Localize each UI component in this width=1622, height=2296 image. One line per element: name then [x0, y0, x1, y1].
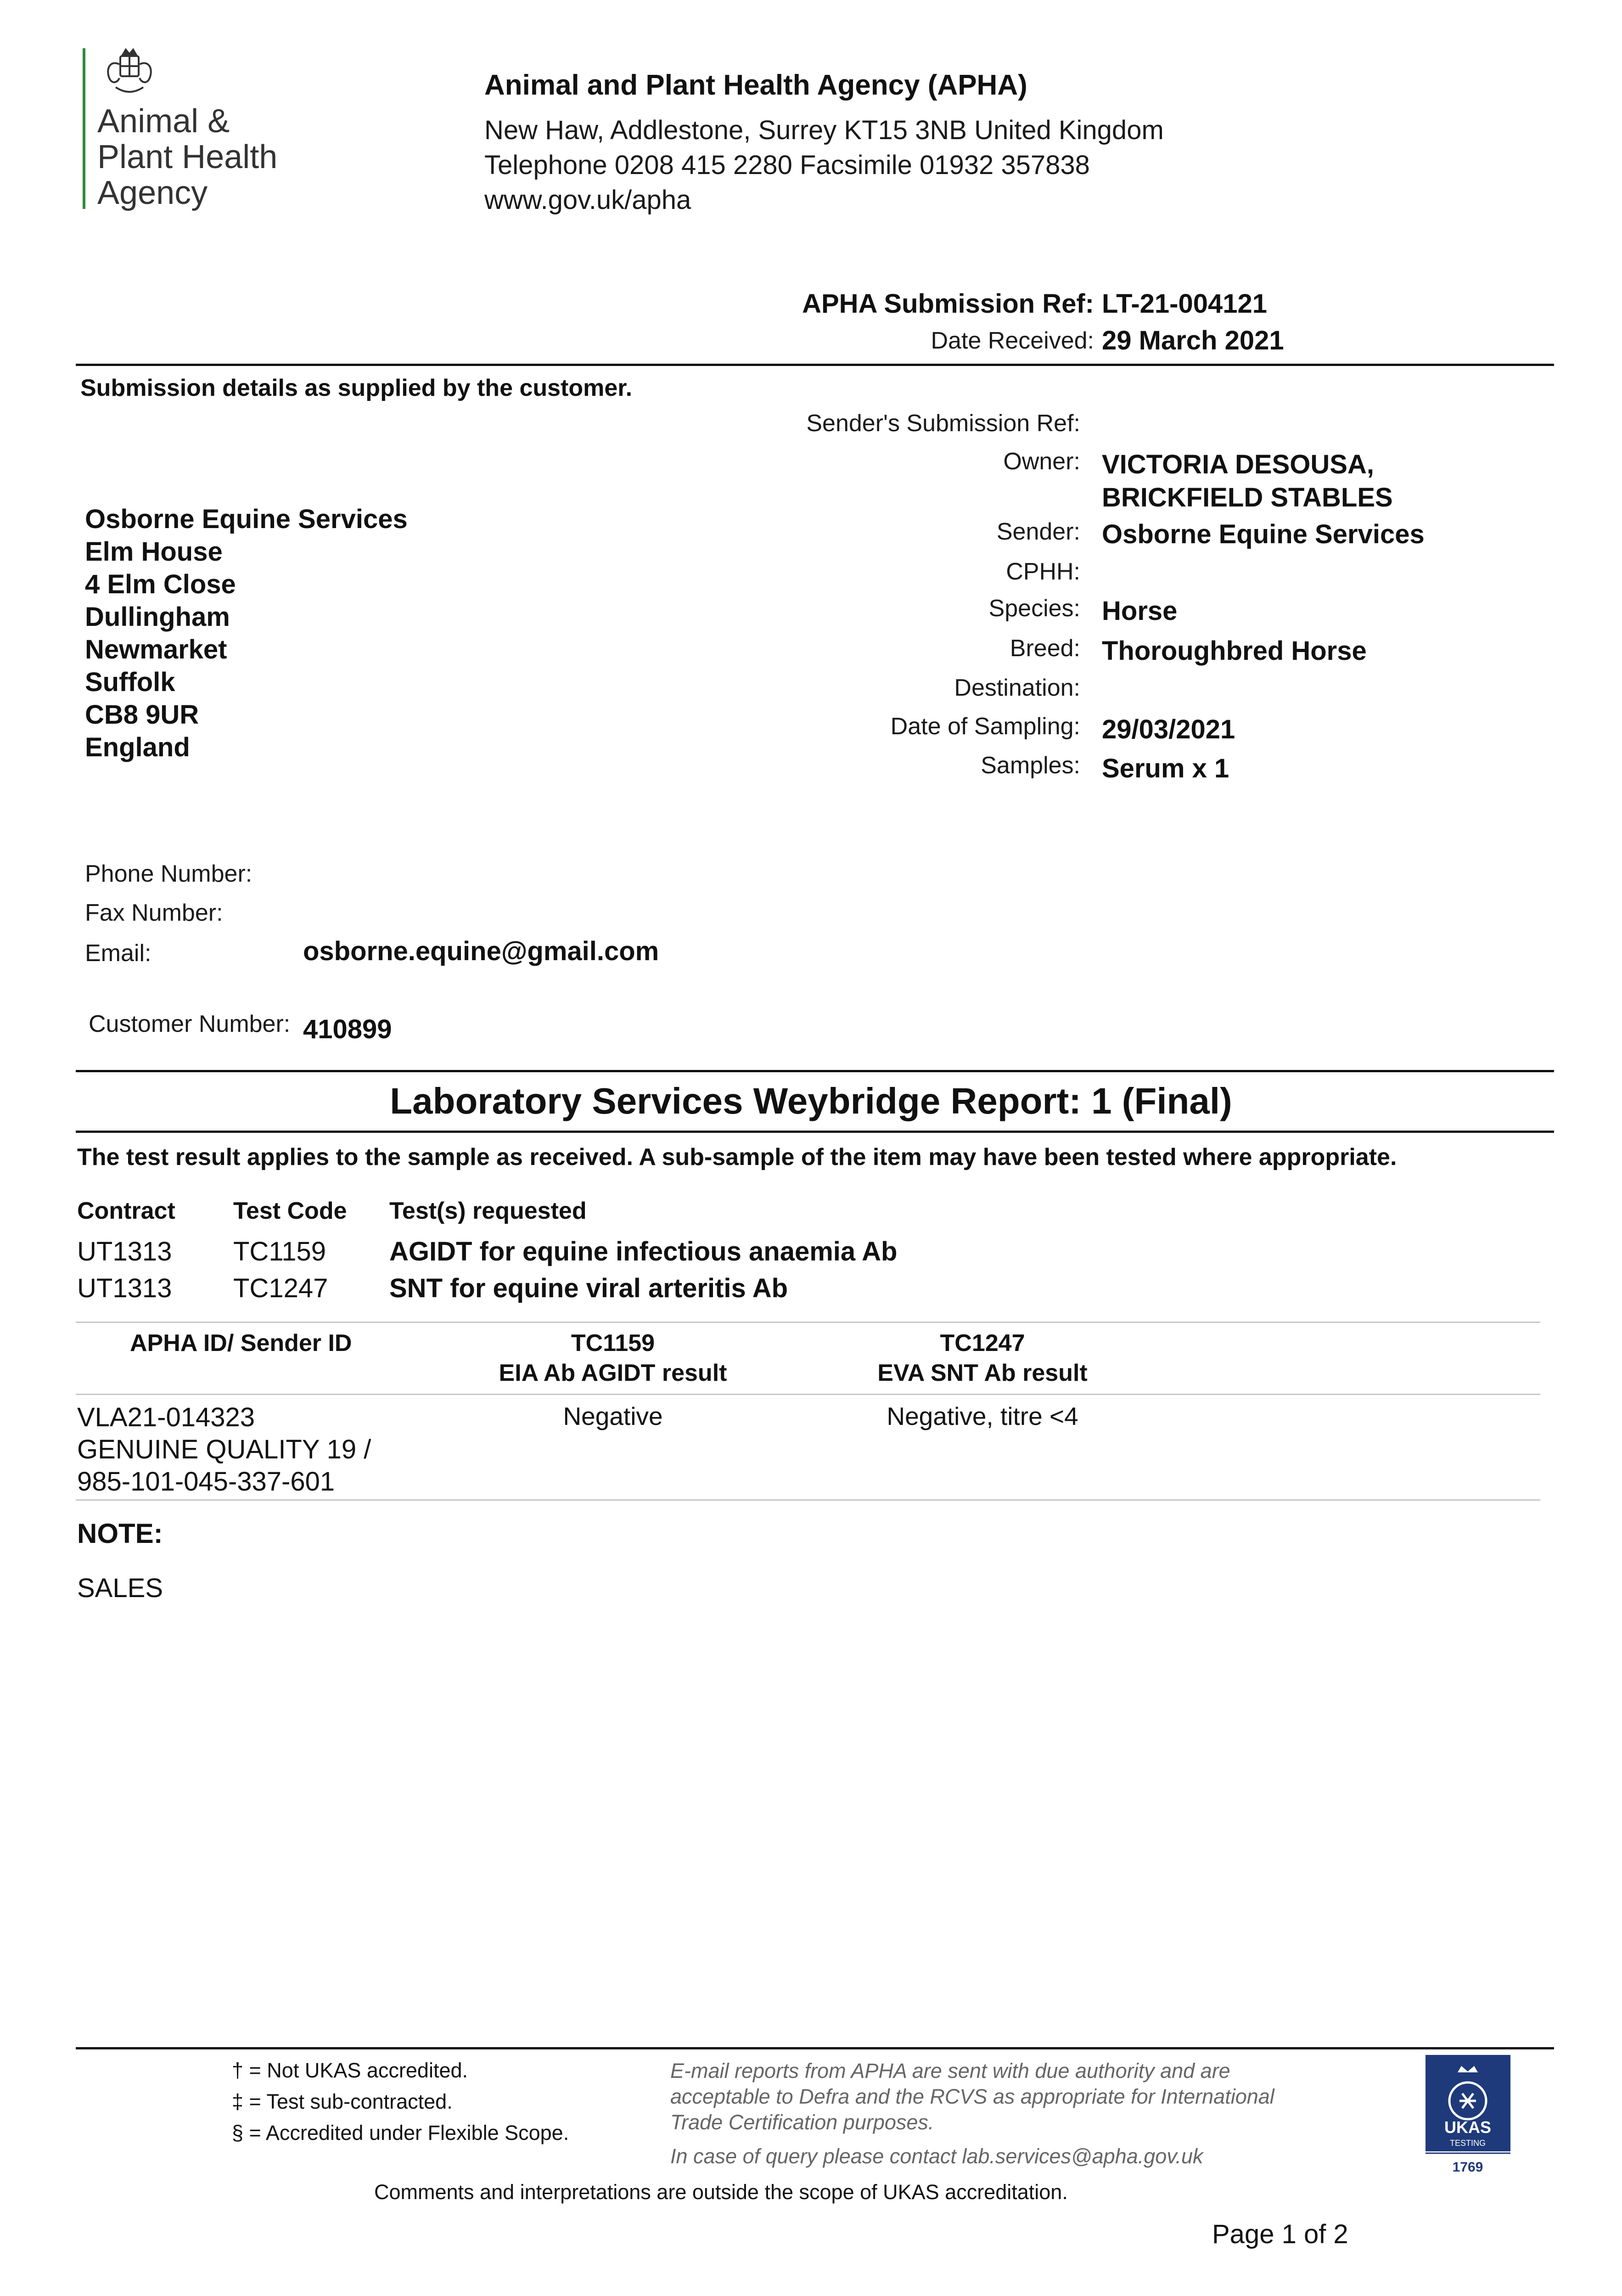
address-line: Newmarket	[85, 635, 227, 664]
legend-line: § = Accredited under Flexible Scope.	[232, 2121, 569, 2144]
species-label: Species:	[988, 595, 1080, 622]
logo-line: Plant Health	[97, 139, 278, 175]
sender-value: Osborne Equine Services	[1102, 519, 1425, 549]
address-line: Osborne Equine Services	[85, 504, 408, 534]
logo-line: Animal &	[97, 103, 230, 140]
divider	[76, 364, 1554, 366]
note-text: SALES	[77, 1573, 163, 1603]
email-report-note	[670, 2058, 1274, 2135]
customer-note: Submission details as supplied by the customer.	[80, 375, 633, 401]
sampling-date-value: 29/03/2021	[1102, 715, 1235, 744]
ukas-scope-note: Comments and interpretations are outside the scope of UKAS accreditation.	[374, 2180, 1068, 2204]
test-name: AGIDT for equine infectious anaemia Ab	[389, 1237, 898, 1266]
results-header-eia-name: EIA Ab AGIDT result	[499, 1360, 727, 1386]
sampling-date-label: Date of Sampling:	[890, 713, 1080, 740]
address-line: 4 Elm Close	[85, 569, 236, 599]
test-code: TC1159	[233, 1237, 326, 1266]
accreditation-legend	[232, 2055, 569, 2149]
phone-label: Phone Number:	[85, 861, 253, 887]
divider	[76, 1070, 1554, 1072]
sample-id-line: VLA21-014323	[77, 1402, 255, 1432]
org-address: New Haw, Addlestone, Surrey KT15 3NB United Kingdom	[484, 115, 1164, 145]
page-number: Page 1 of 2	[1212, 2219, 1348, 2249]
eia-result: Negative	[563, 1402, 663, 1430]
ukas-label: UKAS	[1444, 2118, 1492, 2137]
samples-value: Serum x 1	[1102, 754, 1229, 783]
breed-label: Breed:	[1010, 635, 1080, 662]
table-divider	[76, 1394, 1540, 1395]
address-line: Dullingham	[85, 602, 230, 632]
owner-value-line2: BRICKFIELD STABLES	[1102, 483, 1393, 512]
org-phone-fax: Telephone 0208 415 2280 Facsimile 01932 357838	[484, 150, 1090, 180]
eva-result: Negative, titre <4	[887, 1402, 1078, 1430]
species-value: Horse	[1102, 596, 1178, 626]
results-header-id: APHA ID/ Sender ID	[130, 1330, 352, 1356]
logo-accent-bar	[83, 48, 85, 209]
date-received-value: 29 March 2021	[1102, 326, 1284, 355]
divider	[76, 2047, 1554, 2049]
address-line: England	[85, 732, 190, 762]
date-received-label: Date Received:	[931, 327, 1094, 354]
results-header-eia-code: TC1159	[571, 1330, 655, 1356]
email-label: Email:	[85, 940, 152, 967]
report-disclaimer: The test result applies to the sample as received. A sub-sample of the item may have been tested where appropriate.	[77, 1144, 1397, 1171]
agency-logo-text	[97, 103, 277, 211]
note-label: NOTE:	[77, 1518, 163, 1549]
org-name: Animal and Plant Health Agency (APHA)	[484, 69, 1027, 101]
fax-label: Fax Number:	[85, 900, 223, 926]
ukas-logo	[1426, 2055, 1510, 2179]
address-line: Suffolk	[85, 667, 175, 697]
logo-line: Agency	[97, 174, 208, 211]
org-website[interactable]: www.gov.uk/apha	[484, 185, 691, 215]
cphh-label: CPHH:	[1006, 558, 1080, 585]
col-header-contract: Contract	[77, 1198, 175, 1224]
owner-value-line1: VICTORIA DESOUSA,	[1102, 450, 1374, 479]
submission-ref-label: APHA Submission Ref:	[802, 289, 1094, 319]
col-header-test-code: Test Code	[233, 1198, 347, 1224]
table-divider	[76, 1322, 1540, 1323]
royal-crest-icon	[97, 46, 162, 101]
email-value[interactable]: osborne.equine@gmail.com	[303, 936, 659, 966]
ukas-sub: TESTING	[1449, 2138, 1486, 2148]
test-contract: UT1313	[77, 1273, 172, 1303]
sample-id	[77, 1401, 371, 1498]
table-divider	[76, 1499, 1540, 1501]
email-note-line: acceptable to Defra and the RCVS as appropriate for International	[670, 2085, 1274, 2108]
test-contract: UT1313	[77, 1237, 172, 1266]
address-line: CB8 9UR	[85, 700, 199, 730]
results-header-eva-name: EVA SNT Ab result	[877, 1360, 1088, 1386]
test-code: TC1247	[233, 1273, 328, 1303]
sender-address	[85, 503, 408, 764]
email-note-line: Trade Certification purposes.	[670, 2110, 934, 2134]
email-note-line: E-mail reports from APHA are sent with due authority and are	[670, 2059, 1230, 2082]
divider	[76, 1131, 1554, 1133]
report-title: Laboratory Services Weybridge Report: 1 (Final)	[390, 1080, 1232, 1121]
address-line: Elm House	[85, 537, 223, 567]
sample-id-line: GENUINE QUALITY 19 /	[77, 1435, 371, 1464]
legend-line: ‡ = Test sub-contracted.	[232, 2090, 453, 2113]
ukas-crown-icon	[1426, 2055, 1510, 2179]
customer-number-label: Customer Number:	[89, 1011, 291, 1037]
test-name: SNT for equine viral arteritis Ab	[389, 1273, 788, 1303]
senders-ref-label: Sender's Submission Ref:	[806, 410, 1080, 437]
breed-value: Thoroughbred Horse	[1102, 636, 1367, 666]
submission-ref-value: LT-21-004121	[1102, 289, 1268, 319]
destination-label: Destination:	[954, 675, 1080, 701]
samples-label: Samples:	[981, 752, 1080, 779]
ukas-number: 1769	[1452, 2160, 1483, 2175]
query-contact-note: In case of query please contact lab.services@apha.gov.uk	[670, 2144, 1203, 2168]
sender-label: Sender:	[996, 518, 1080, 545]
customer-number-value: 410899	[303, 1014, 392, 1044]
legend-line: † = Not UKAS accredited.	[232, 2059, 468, 2082]
results-header-eva-code: TC1247	[940, 1330, 1025, 1356]
col-header-tests-requested: Test(s) requested	[389, 1198, 587, 1224]
owner-label: Owner:	[1003, 448, 1080, 475]
sample-id-line: 985-101-045-337-601	[77, 1467, 335, 1497]
